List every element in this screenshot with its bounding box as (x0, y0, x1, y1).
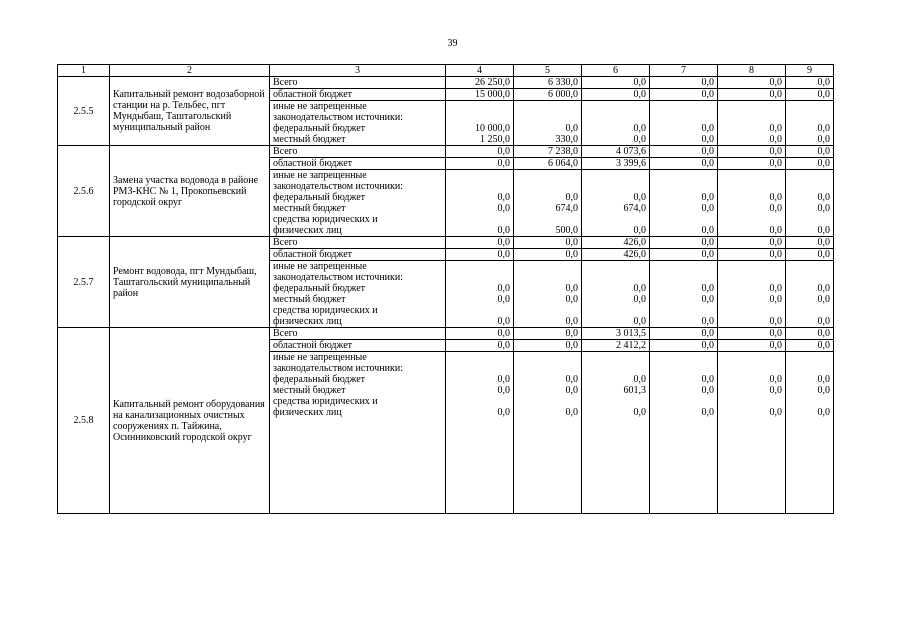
spacer (585, 352, 646, 363)
value-cell: 0,0 (650, 328, 718, 340)
spacer (449, 101, 510, 112)
value-stack (582, 352, 650, 514)
value-local: 674,0 (623, 203, 646, 214)
value-federal: 0,0 (497, 283, 510, 294)
value-cell: 0,0 (514, 249, 582, 261)
value-legal: 0,0 (817, 225, 830, 236)
value-legal: 0,0 (497, 225, 510, 236)
value-cell: 0,0 (786, 77, 834, 89)
spacer (585, 181, 646, 192)
value-stack (514, 170, 582, 237)
value-federal: 0,0 (633, 283, 646, 294)
value-local: 0,0 (701, 385, 714, 396)
header-cell: 7 (650, 65, 718, 77)
spacer (721, 170, 782, 181)
value-stack (582, 170, 650, 237)
source-label: Всего (270, 328, 446, 340)
value-local: 0,0 (769, 385, 782, 396)
page-number: 39 (447, 38, 458, 49)
source-label: Всего (270, 146, 446, 158)
value-stack (446, 170, 514, 237)
value-stack (650, 261, 718, 328)
spacer (585, 261, 646, 272)
value-legal: 0,0 (701, 316, 714, 327)
value-local: 0,0 (633, 294, 646, 305)
value-local: 0,0 (565, 294, 578, 305)
value-legal: 0,0 (769, 316, 782, 327)
value-cell: 0,0 (446, 328, 514, 340)
item-name: Ремонт водовода, пгт Мундыбаш, Таштагольский муниципальный район (110, 237, 270, 328)
budget-table (57, 64, 834, 514)
source-label: местный бюджет (273, 134, 346, 145)
spacer (653, 101, 714, 112)
value-federal: 0,0 (701, 123, 714, 134)
header-cell: 8 (718, 65, 786, 77)
value-stack (718, 261, 786, 328)
header-cell: 2 (110, 65, 270, 77)
value-federal: 0,0 (817, 283, 830, 294)
spacer (721, 214, 782, 225)
value-stack (446, 261, 514, 328)
value-cell: 0,0 (446, 146, 514, 158)
table-row (58, 328, 834, 340)
spacer (449, 305, 510, 316)
value-local: 0,0 (497, 385, 510, 396)
value-cell: 0,0 (446, 249, 514, 261)
source-label: иные не запрещенные (273, 261, 367, 272)
spacer (653, 112, 714, 123)
spacer (789, 261, 830, 272)
other-sources-labels (270, 261, 446, 328)
header-cell: 5 (514, 65, 582, 77)
value-legal: 0,0 (769, 407, 782, 418)
spacer (653, 396, 714, 407)
source-label: местный бюджет (273, 294, 346, 305)
spacer (517, 261, 578, 272)
value-local: 1 250,0 (480, 134, 510, 145)
value-cell: 0,0 (650, 237, 718, 249)
spacer (721, 352, 782, 363)
spacer (721, 363, 782, 374)
value-local: 0,0 (701, 294, 714, 305)
item-number: 2.5.8 (58, 328, 110, 514)
spacer (449, 352, 510, 363)
source-label: физических лиц (273, 225, 342, 236)
value-federal: 0,0 (701, 283, 714, 294)
spacer (789, 305, 830, 316)
value-stack (786, 101, 834, 146)
source-label: законодательством источники: (273, 181, 404, 192)
value-legal: 500,0 (555, 225, 578, 236)
spacer (449, 396, 510, 407)
value-cell: 426,0 (582, 249, 650, 261)
value-cell: 0,0 (718, 89, 786, 101)
spacer (789, 363, 830, 374)
source-label: областной бюджет (270, 340, 446, 352)
value-cell: 0,0 (718, 146, 786, 158)
value-cell: 0,0 (786, 158, 834, 170)
spacer (517, 396, 578, 407)
value-local: 0,0 (817, 134, 830, 145)
value-federal: 0,0 (817, 192, 830, 203)
spacer (653, 272, 714, 283)
value-federal: 0,0 (769, 374, 782, 385)
spacer (653, 352, 714, 363)
value-legal: 0,0 (565, 407, 578, 418)
value-stack (514, 101, 582, 146)
spacer (517, 112, 578, 123)
value-federal: 0,0 (565, 123, 578, 134)
value-cell: 0,0 (446, 158, 514, 170)
value-cell: 0,0 (446, 237, 514, 249)
other-sources-labels (270, 170, 446, 237)
spacer (449, 170, 510, 181)
value-stack (718, 101, 786, 146)
header-cell: 3 (270, 65, 446, 77)
spacer (585, 101, 646, 112)
header-row (58, 65, 834, 77)
value-cell: 0,0 (786, 328, 834, 340)
value-federal: 0,0 (633, 123, 646, 134)
value-federal: 0,0 (633, 374, 646, 385)
source-label: областной бюджет (270, 89, 446, 101)
spacer (585, 112, 646, 123)
source-label: средства юридических и (273, 305, 378, 316)
spacer (449, 112, 510, 123)
source-label: иные не запрещенные (273, 352, 367, 363)
spacer (789, 101, 830, 112)
source-label: законодательством источники: (273, 272, 404, 283)
value-local: 0,0 (817, 294, 830, 305)
spacer (653, 363, 714, 374)
value-local: 0,0 (497, 294, 510, 305)
value-legal: 0,0 (633, 407, 646, 418)
spacer (449, 261, 510, 272)
value-cell: 0,0 (718, 77, 786, 89)
other-sources-labels (270, 101, 446, 146)
value-stack (650, 352, 718, 514)
value-stack (446, 101, 514, 146)
spacer (449, 363, 510, 374)
table-row (58, 237, 834, 249)
item-number: 2.5.6 (58, 146, 110, 237)
spacer (517, 101, 578, 112)
value-stack (514, 352, 582, 514)
spacer (517, 170, 578, 181)
value-cell: 0,0 (718, 340, 786, 352)
value-local: 0,0 (817, 203, 830, 214)
value-cell: 0,0 (718, 249, 786, 261)
value-stack (718, 170, 786, 237)
source-label: Всего (270, 237, 446, 249)
spacer (789, 181, 830, 192)
spacer (449, 272, 510, 283)
value-stack (718, 352, 786, 514)
value-federal: 0,0 (497, 192, 510, 203)
value-cell: 426,0 (582, 237, 650, 249)
value-local: 330,0 (555, 134, 578, 145)
value-stack (514, 261, 582, 328)
spacer (721, 261, 782, 272)
source-label: местный бюджет (273, 203, 346, 214)
spacer (585, 272, 646, 283)
value-stack (582, 261, 650, 328)
value-cell: 0,0 (786, 249, 834, 261)
source-label: физических лиц (273, 407, 342, 418)
value-cell: 0,0 (786, 340, 834, 352)
value-cell: 0,0 (514, 340, 582, 352)
value-cell: 4 073,6 (582, 146, 650, 158)
spacer (517, 363, 578, 374)
value-cell: 0,0 (650, 77, 718, 89)
value-federal: 0,0 (497, 374, 510, 385)
item-number: 2.5.5 (58, 77, 110, 146)
value-local: 0,0 (701, 134, 714, 145)
value-federal: 0,0 (565, 283, 578, 294)
value-federal: 0,0 (701, 192, 714, 203)
value-cell: 26 250,0 (446, 77, 514, 89)
spacer (585, 170, 646, 181)
item-name: Капитальный ремонт оборудования на канализационных очистных сооружениях п. Тайжина, Осинниковский городской округ (110, 328, 270, 514)
source-label: федеральный бюджет (273, 123, 366, 134)
value-cell: 6 330,0 (514, 77, 582, 89)
spacer (653, 170, 714, 181)
spacer (653, 305, 714, 316)
value-federal: 0,0 (565, 192, 578, 203)
spacer (789, 112, 830, 123)
spacer (653, 214, 714, 225)
value-cell: 7 238,0 (514, 146, 582, 158)
spacer (789, 396, 830, 407)
value-cell: 0,0 (786, 89, 834, 101)
value-cell: 6 064,0 (514, 158, 582, 170)
source-label: Всего (270, 77, 446, 89)
value-local: 601,3 (623, 385, 646, 396)
header-cell: 6 (582, 65, 650, 77)
value-cell: 6 000,0 (514, 89, 582, 101)
value-legal: 0,0 (701, 225, 714, 236)
value-federal: 0,0 (769, 123, 782, 134)
value-cell: 2 412,2 (582, 340, 650, 352)
value-local: 0,0 (497, 203, 510, 214)
spacer (653, 181, 714, 192)
value-local: 0,0 (633, 134, 646, 145)
value-federal: 0,0 (701, 374, 714, 385)
value-cell: 0,0 (786, 237, 834, 249)
spacer (585, 396, 646, 407)
source-label: законодательством источники: (273, 112, 404, 123)
value-stack (786, 352, 834, 514)
source-label: областной бюджет (270, 249, 446, 261)
value-federal: 0,0 (633, 192, 646, 203)
spacer (517, 305, 578, 316)
spacer (449, 181, 510, 192)
value-stack (650, 101, 718, 146)
table-row (58, 146, 834, 158)
value-federal: 0,0 (817, 123, 830, 134)
spacer (721, 101, 782, 112)
value-cell: 15 000,0 (446, 89, 514, 101)
value-cell: 0,0 (650, 89, 718, 101)
spacer (585, 305, 646, 316)
spacer (585, 363, 646, 374)
source-label: федеральный бюджет (273, 283, 366, 294)
value-legal: 0,0 (633, 316, 646, 327)
value-local: 0,0 (769, 203, 782, 214)
value-cell: 0,0 (446, 340, 514, 352)
spacer (789, 170, 830, 181)
value-federal: 0,0 (769, 192, 782, 203)
value-local: 0,0 (701, 203, 714, 214)
value-local: 0,0 (769, 134, 782, 145)
value-legal: 0,0 (817, 316, 830, 327)
value-federal: 0,0 (565, 374, 578, 385)
source-label: физических лиц (273, 316, 342, 327)
spacer (653, 261, 714, 272)
spacer (585, 214, 646, 225)
source-label: федеральный бюджет (273, 192, 366, 203)
value-stack (446, 352, 514, 514)
spacer (449, 214, 510, 225)
value-local: 0,0 (769, 294, 782, 305)
value-cell: 0,0 (650, 146, 718, 158)
item-name: Замена участка водовода в районе РМЗ-КНС № 1, Прокопьевский городской округ (110, 146, 270, 237)
value-stack (650, 170, 718, 237)
value-stack (582, 101, 650, 146)
header-cell: 4 (446, 65, 514, 77)
source-label: средства юридических и (273, 396, 378, 407)
value-cell: 0,0 (650, 249, 718, 261)
item-name: Капитальный ремонт водозаборной станции на р. Тельбес, пгт Мундыбаш, Таштагольский муниципальный район (110, 77, 270, 146)
value-legal: 0,0 (633, 225, 646, 236)
spacer (721, 112, 782, 123)
source-label: иные не запрещенные (273, 101, 367, 112)
value-cell: 0,0 (582, 89, 650, 101)
source-label: средства юридических и (273, 214, 378, 225)
value-legal: 0,0 (701, 407, 714, 418)
spacer (517, 352, 578, 363)
header-cell: 1 (58, 65, 110, 77)
value-legal: 0,0 (497, 407, 510, 418)
spacer (721, 272, 782, 283)
value-cell: 3 399,6 (582, 158, 650, 170)
value-cell: 0,0 (650, 158, 718, 170)
source-label: местный бюджет (273, 385, 346, 396)
spacer (789, 272, 830, 283)
value-cell: 0,0 (650, 340, 718, 352)
value-local: 0,0 (565, 385, 578, 396)
source-label: законодательством источники: (273, 363, 404, 374)
value-local: 0,0 (817, 385, 830, 396)
value-cell: 0,0 (718, 328, 786, 340)
value-federal: 0,0 (769, 283, 782, 294)
value-local: 674,0 (555, 203, 578, 214)
value-legal: 0,0 (817, 407, 830, 418)
value-federal: 0,0 (817, 374, 830, 385)
other-sources-labels (270, 352, 446, 514)
item-number: 2.5.7 (58, 237, 110, 328)
value-cell: 0,0 (718, 237, 786, 249)
value-stack (786, 261, 834, 328)
source-label: иные не запрещенные (273, 170, 367, 181)
value-cell: 0,0 (514, 237, 582, 249)
value-legal: 0,0 (769, 225, 782, 236)
spacer (517, 214, 578, 225)
spacer (789, 214, 830, 225)
value-legal: 0,0 (565, 316, 578, 327)
table-row (58, 77, 834, 89)
value-stack (786, 170, 834, 237)
value-federal: 10 000,0 (475, 123, 510, 134)
spacer (517, 272, 578, 283)
value-cell: 0,0 (786, 146, 834, 158)
spacer (721, 305, 782, 316)
header-cell: 9 (786, 65, 834, 77)
value-cell: 0,0 (582, 77, 650, 89)
spacer (721, 181, 782, 192)
value-cell: 3 013,5 (582, 328, 650, 340)
value-cell: 0,0 (514, 328, 582, 340)
value-legal: 0,0 (497, 316, 510, 327)
spacer (517, 181, 578, 192)
source-label: федеральный бюджет (273, 374, 366, 385)
value-cell: 0,0 (718, 158, 786, 170)
spacer (721, 396, 782, 407)
source-label: областной бюджет (270, 158, 446, 170)
spacer (789, 352, 830, 363)
